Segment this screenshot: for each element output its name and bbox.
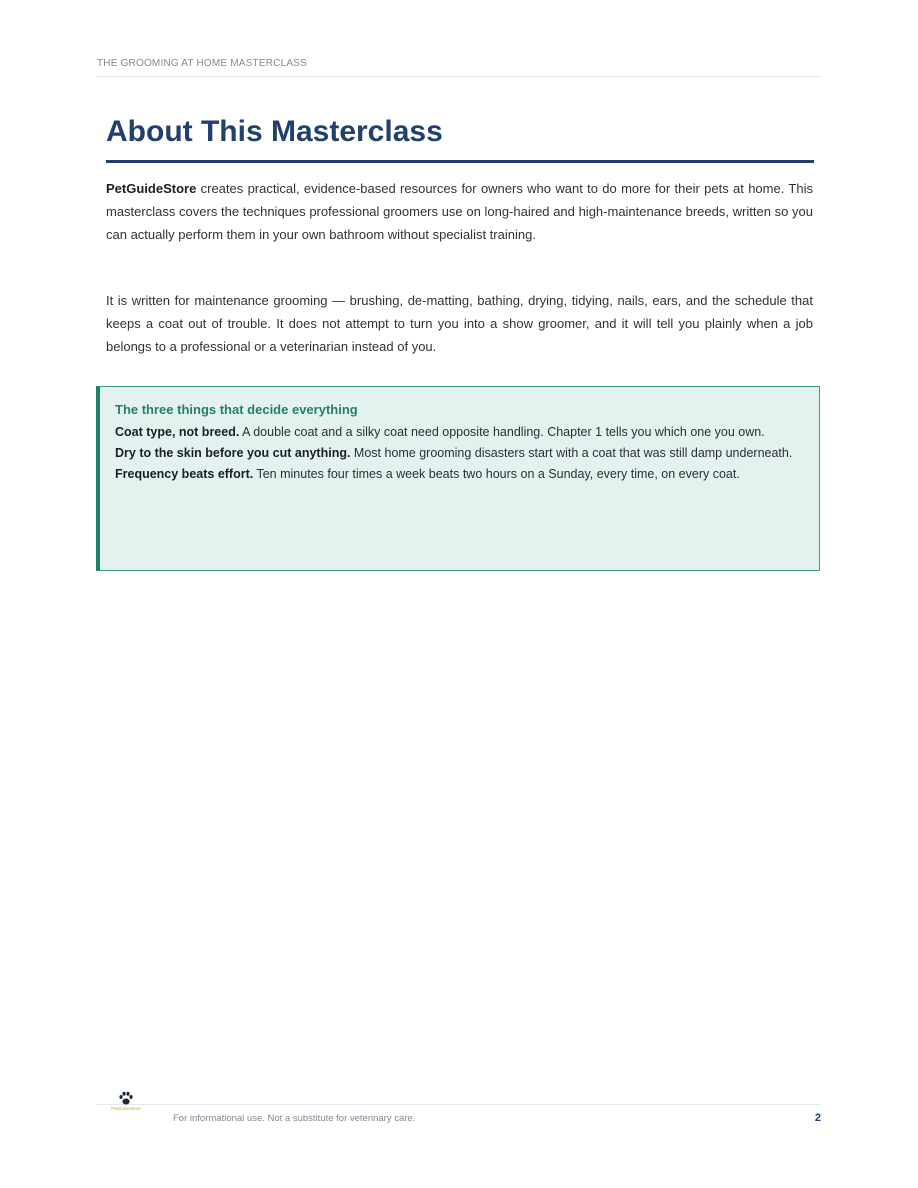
callout-item-text: A double coat and a silky coat need opposite handling. Chapter 1 tells you which one you own. (239, 425, 765, 439)
running-header: THE GROOMING AT HOME MASTERCLASS (97, 58, 821, 77)
paw-icon (118, 1091, 134, 1106)
page-number: 2 (814, 1112, 821, 1124)
callout-title: The three things that decide everything (115, 402, 358, 417)
intro-paragraph-2: It is written for maintenance grooming — brushing, de-matting, bathing, drying, tidying, nails, ears, and the schedule that keeps a coat out of trouble. It does not attempt to turn you into a show groomer, and it will tell you plainly when a job belongs to a professional or a veterinarian instead of you. (106, 293, 813, 354)
callout-item-text: Ten minutes four times a week beats two hours on a Sunday, every time, on every coat. (253, 467, 740, 481)
callout-item-text: Most home grooming disasters start with a coat that was still damp underneath. (350, 446, 793, 460)
page-title: About This Masterclass (106, 114, 814, 163)
callout-item-lead: Dry to the skin before you cut anything. (115, 446, 351, 460)
logo-text: PetGuideStore (111, 1106, 141, 1111)
callout-item (115, 422, 803, 442)
footer-disclaimer: For informational use. Not a substitute for veterinary care. (173, 1113, 416, 1124)
key-points-callout (96, 386, 820, 571)
brand-logo (106, 1091, 146, 1115)
intro-paragraph-1 (106, 177, 813, 246)
callout-item (115, 464, 803, 484)
footer-divider (97, 1104, 821, 1105)
intro-paragraph-1-text: creates practical, evidence-based resources for owners who want to do more for their pets at home. This masterclass covers the techniques professional groomers use on long-haired and high-maintenance breeds, written so you can actually perform them in your own bathroom without specialist training. (106, 181, 813, 242)
brand-name: PetGuideStore (106, 181, 197, 196)
callout-item (115, 443, 803, 463)
callout-item-lead: Coat type, not breed. (115, 425, 240, 439)
callout-item-lead: Frequency beats effort. (115, 467, 254, 481)
